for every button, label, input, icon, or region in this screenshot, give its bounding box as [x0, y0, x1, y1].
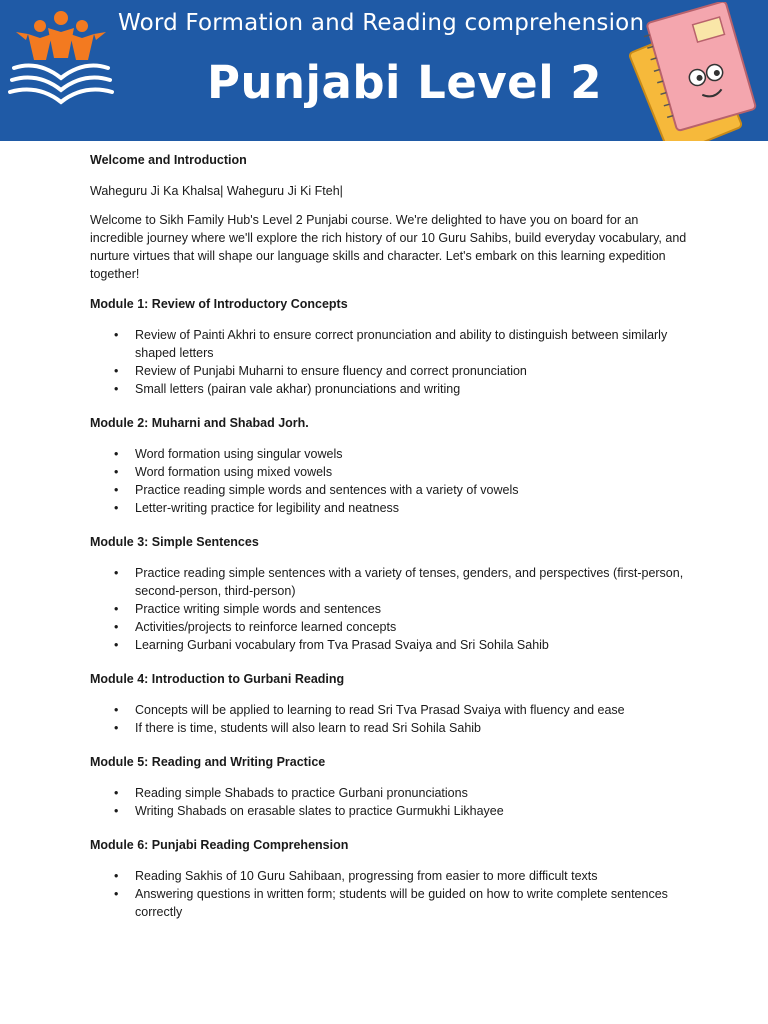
list-item-text: Learning Gurbani vocabulary from Tva Prasad Svaiya and Sri Sohila Sahib — [135, 638, 549, 652]
list-item — [90, 463, 690, 481]
list-item — [90, 802, 690, 820]
bullet-icon: • — [114, 638, 119, 652]
header-banner — [0, 0, 768, 141]
list-item-text: Letter-writing practice for legibility and neatness — [135, 501, 400, 515]
module-heading: Module 1: Review of Introductory Concepts — [90, 297, 348, 311]
notebooks-illustration — [622, 2, 768, 141]
list-item — [90, 701, 690, 719]
bullet-icon: • — [114, 364, 119, 378]
bullet-icon: • — [114, 869, 119, 883]
document-body — [90, 151, 690, 937]
list-item — [90, 564, 690, 600]
module-heading: Module 3: Simple Sentences — [90, 535, 259, 549]
bullet-icon: • — [114, 566, 119, 580]
bullet-icon: • — [114, 703, 119, 717]
bullet-icon: • — [114, 328, 119, 342]
list-item — [90, 636, 690, 654]
module-item-list — [90, 784, 690, 820]
module-item-list — [90, 701, 690, 737]
bullet-icon: • — [114, 447, 119, 461]
bullet-icon: • — [114, 620, 119, 634]
list-item-text: Practice writing simple words and sentences — [135, 602, 381, 616]
list-item — [90, 784, 690, 802]
list-item-text: Reading simple Shabads to practice Gurbani pronunciations — [135, 786, 468, 800]
list-item — [90, 380, 690, 398]
intro-heading: Welcome and Introduction — [90, 153, 247, 167]
module-item-list — [90, 445, 690, 517]
list-item — [90, 867, 690, 885]
module-heading: Module 6: Punjabi Reading Comprehension — [90, 838, 349, 852]
list-item-text: Word formation using mixed vowels — [135, 465, 333, 479]
module-heading: Module 2: Muharni and Shabad Jorh. — [90, 416, 309, 430]
bullet-icon: • — [114, 465, 119, 479]
intro-greeting: Waheguru Ji Ka Khalsa| Waheguru Ji Ki Fteh| — [90, 184, 343, 198]
bullet-icon: • — [114, 483, 119, 497]
list-item-text: Practice reading simple sentences with a variety of tenses, genders, and perspectives (first-person, second-person, third-person) — [135, 566, 684, 598]
bullet-icon: • — [114, 804, 119, 818]
modules-list — [90, 295, 690, 921]
list-item-text: Answering questions in written form; students will be guided on how to write complete sentences correctly — [135, 887, 668, 919]
module-item-list — [90, 867, 690, 921]
list-item-text: Writing Shabads on erasable slates to practice Gurmukhi Likhayee — [135, 804, 504, 818]
list-item — [90, 600, 690, 618]
bullet-icon: • — [114, 602, 119, 616]
module-heading: Module 5: Reading and Writing Practice — [90, 755, 326, 769]
bullet-icon: • — [114, 382, 119, 396]
banner-subtitle: Word Formation and Reading comprehension — [118, 10, 645, 36]
list-item-text: Concepts will be applied to learning to read Sri Tva Prasad Svaiya with fluency and ease — [135, 703, 625, 717]
list-item-text: Reading Sakhis of 10 Guru Sahibaan, progressing from easier to more difficult texts — [135, 869, 598, 883]
list-item — [90, 362, 690, 380]
list-item — [90, 618, 690, 636]
intro-paragraph: Welcome to Sikh Family Hub's Level 2 Punjabi course. We're delighted to have you on board for an incredible journey where we'll explore the rich history of our 10 Guru Sahibs, build everyday vocabulary, and nurture virtues that will shape our language skills and character. Let's embark on this learning expedition together! — [90, 213, 687, 281]
module-item-list — [90, 564, 690, 654]
list-item-text: If there is time, students will also learn to read Sri Sohila Sahib — [135, 721, 482, 735]
list-item — [90, 326, 690, 362]
list-item-text: Small letters (pairan vale akhar) pronunciations and writing — [135, 382, 461, 396]
list-item-text: Review of Punjabi Muharni to ensure fluency and correct pronunciation — [135, 364, 527, 378]
module-heading: Module 4: Introduction to Gurbani Reading — [90, 672, 345, 686]
list-item — [90, 885, 690, 921]
list-item — [90, 445, 690, 463]
module-item-list — [90, 326, 690, 398]
list-item-text: Activities/projects to reinforce learned concepts — [135, 620, 397, 634]
list-item-text: Practice reading simple words and sentences with a variety of vowels — [135, 483, 519, 497]
bullet-icon: • — [114, 887, 119, 901]
list-item-text: Word formation using singular vowels — [135, 447, 343, 461]
bullet-icon: • — [114, 721, 119, 735]
list-item — [90, 499, 690, 517]
list-item — [90, 719, 690, 737]
bullet-icon: • — [114, 786, 119, 800]
bullet-icon: • — [114, 501, 119, 515]
banner-title: Punjabi Level 2 — [207, 56, 603, 109]
logo-icon — [6, 8, 116, 108]
list-item-text: Review of Painti Akhri to ensure correct pronunciation and ability to distinguish between similarly shaped letters — [135, 328, 668, 360]
list-item — [90, 481, 690, 499]
